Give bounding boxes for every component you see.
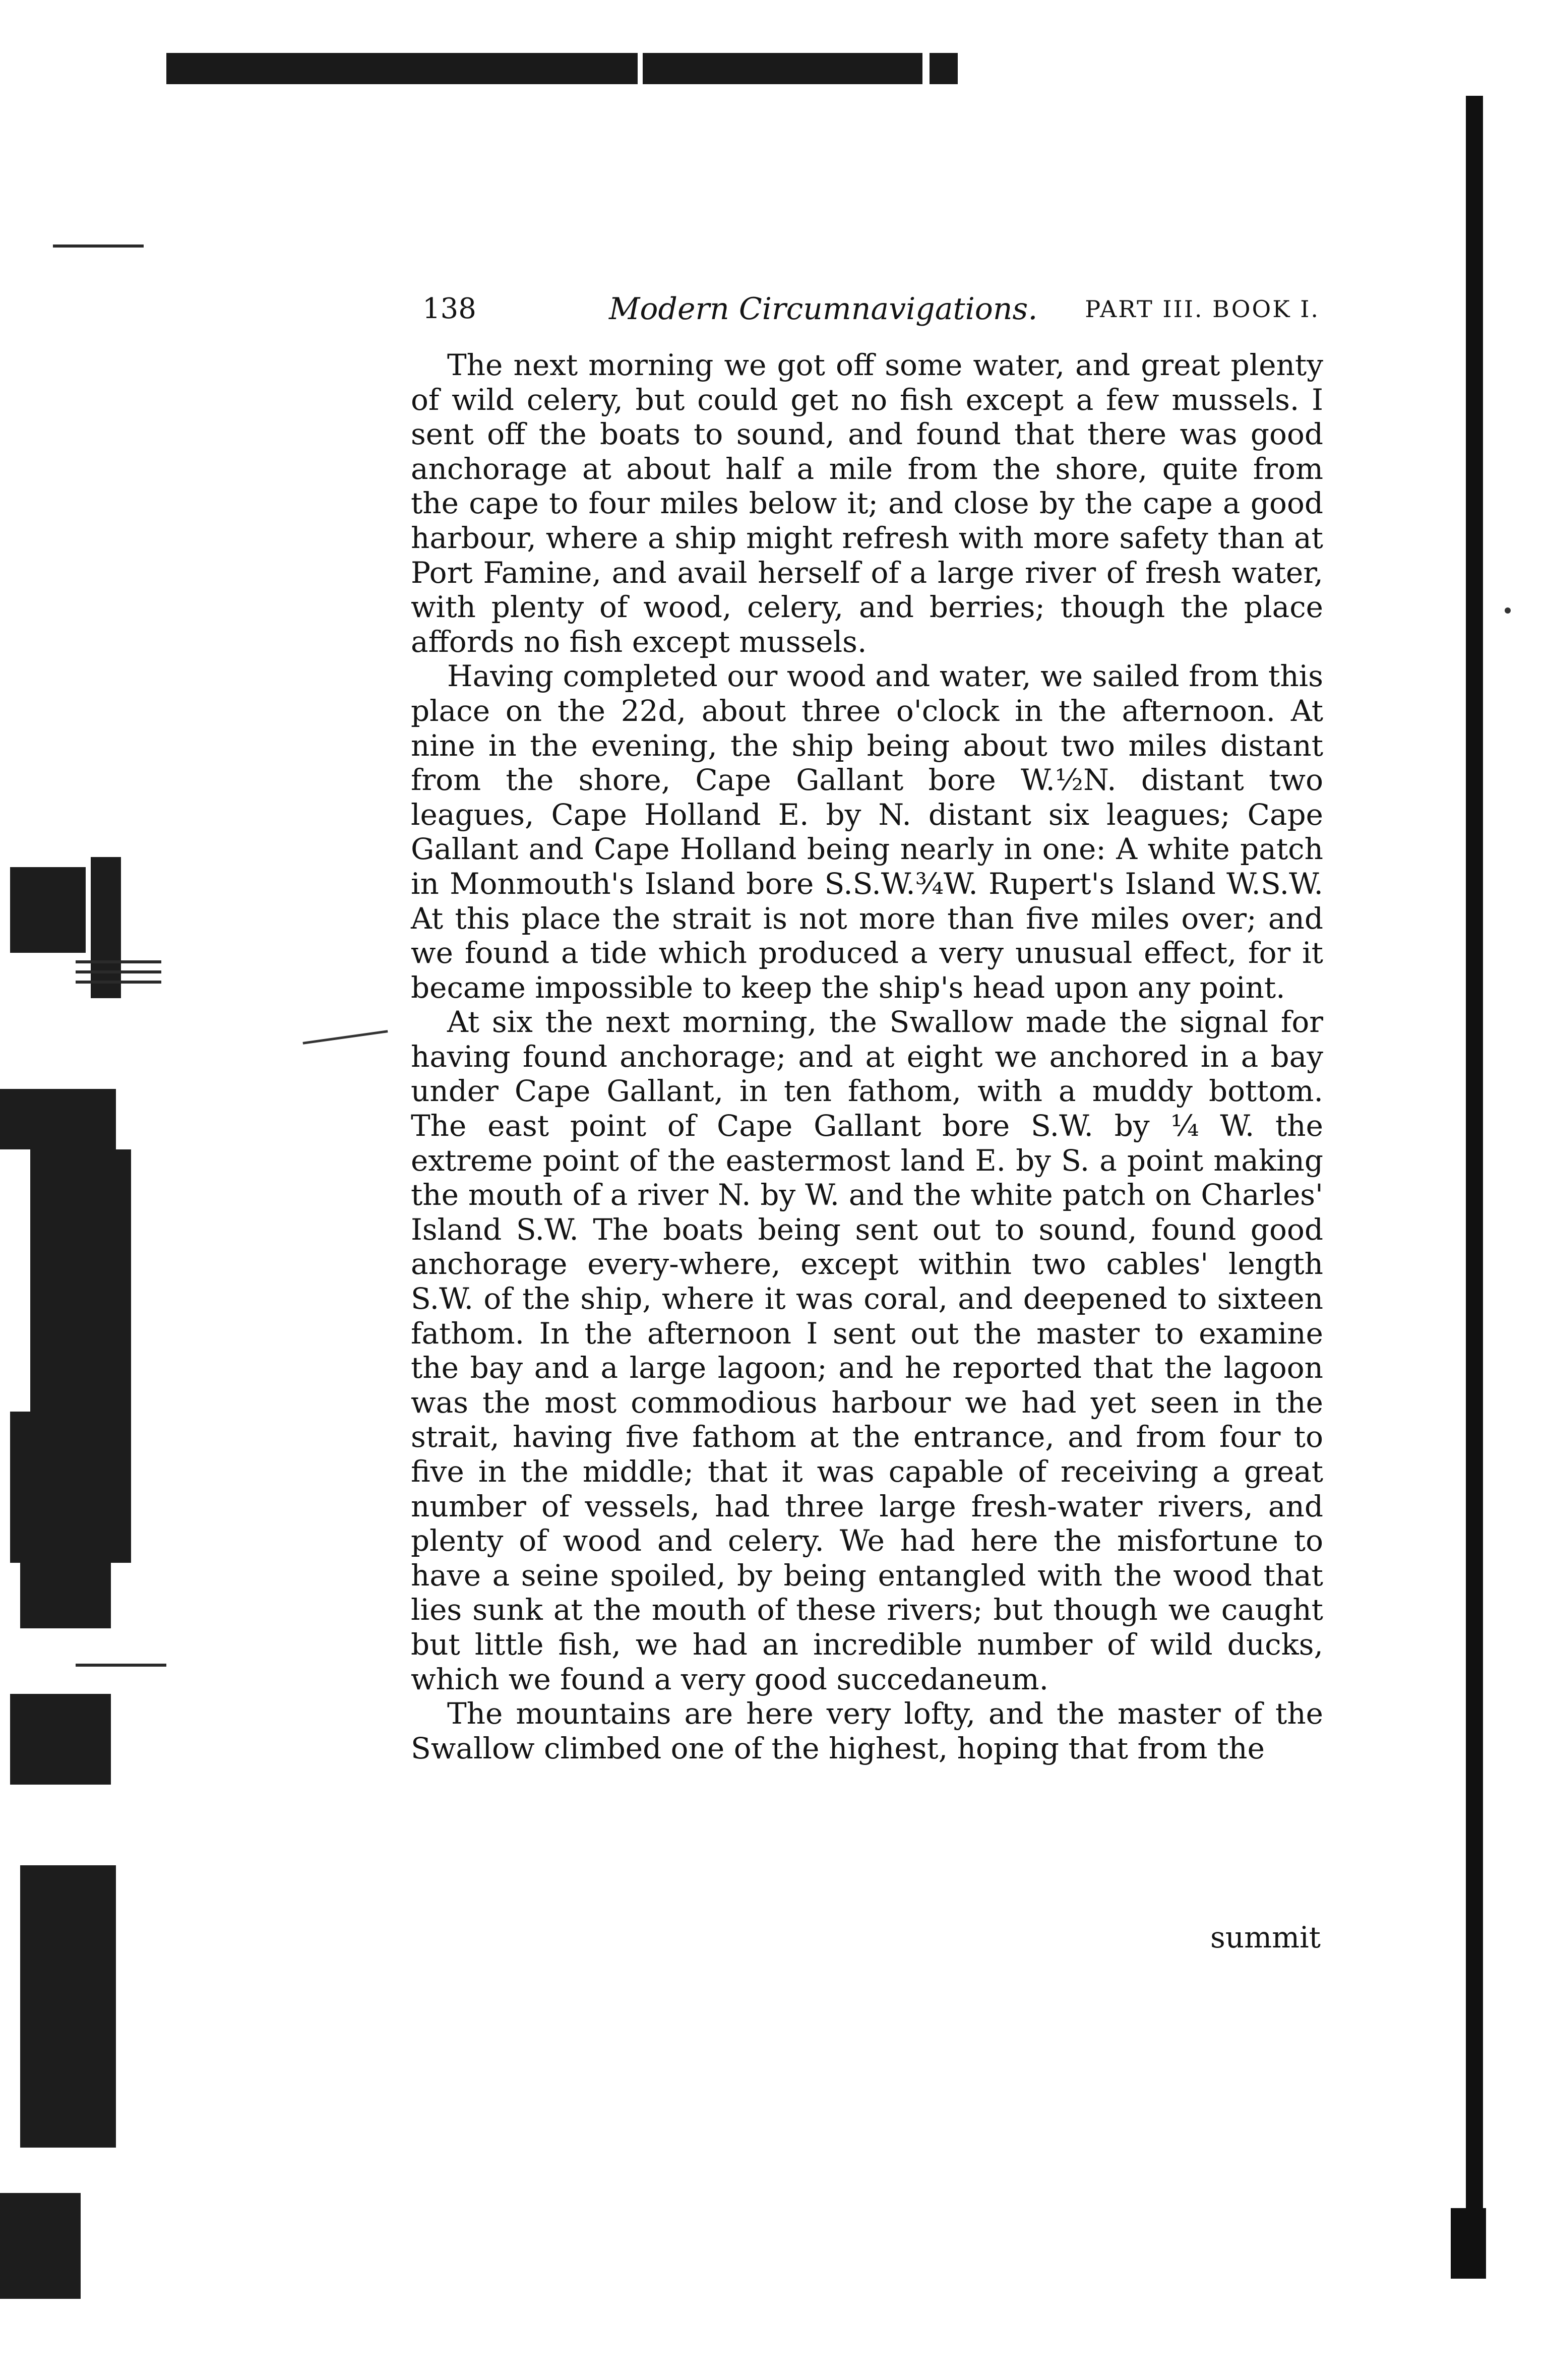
running-header xyxy=(422,286,1320,332)
gutter-block xyxy=(10,1694,111,1785)
running-title: Modern Circumnavigations. xyxy=(609,291,1038,327)
paragraph: Having completed our wood and water, we sailed from this place on the 22d, about three o'clock in the afternoon. At nine in the evening, the ship being about two miles distant from the shore, Cape Gallant bore W.½N. distant two leagues, Cape Holland E. by N. distant six leagues; Cape Gallant and Cape Holland being nearly in one: A white patch in Monmouth's Island bore S.S.W.¾W. Rupert's Island W.S.W. At this place the strait is not more than five miles over; and we found a tide which produced a very unusual effect, for it became impossible to keep the ship's head upon any point. xyxy=(411,659,1323,1005)
paragraph: The mountains are here very lofty, and the master of the Swallow climbed one of the highest, hoping that from the xyxy=(411,1696,1323,1765)
scan-top-bar-gap xyxy=(638,53,643,84)
scan-top-bar xyxy=(166,53,973,84)
gutter-line xyxy=(76,1664,166,1667)
gutter-block xyxy=(91,857,121,998)
scan-right-edge xyxy=(1466,96,1483,2269)
gutter-block xyxy=(20,1865,116,2148)
body-text xyxy=(411,348,1323,1765)
gutter-line xyxy=(53,245,144,248)
gutter-block xyxy=(0,2193,81,2299)
catchword: summit xyxy=(1210,1920,1321,1955)
scan-right-edge-foot xyxy=(1451,2208,1486,2279)
gutter-block xyxy=(0,1089,116,1149)
gutter-block xyxy=(10,1412,131,1563)
margin-stroke xyxy=(302,1030,388,1045)
margin-dot xyxy=(1505,607,1511,614)
part-label: PART III. BOOK I. xyxy=(1085,295,1320,323)
gutter-block xyxy=(30,1149,131,1412)
scan-top-bar-gap xyxy=(958,53,973,84)
scan-top-bar-gap xyxy=(922,53,930,84)
gutter-line xyxy=(76,960,161,963)
gutter-line xyxy=(76,981,161,984)
scan-left-gutter xyxy=(0,0,166,2380)
gutter-line xyxy=(76,970,161,973)
gutter-block xyxy=(10,867,86,953)
gutter-block xyxy=(20,1563,111,1628)
paragraph: The next morning we got off some water, and great plenty of wild celery, but could get no fish except a few mussels. I sent off the boats to sound, and found that there was good anchorage at about half a mile from the shore, quite from the cape to four miles below it; and close by the cape a good harbour, where a ship might refresh with more safety than at Port Famine, and avail herself of a large river of fresh water, with plenty of wood, celery, and berries; though the place affords no fish except mussels. xyxy=(411,348,1323,659)
page-number: 138 xyxy=(422,292,476,325)
paragraph: At six the next morning, the Swallow made the signal for having found anchorage; and at eight we anchored in a bay under Cape Gallant, in ten fathom, with a muddy bottom. The east point of Cape Gallant bore S.W. by ¼ W. the extreme point of the eastermost land E. by S. a point making the mouth of a river N. by W. and the white patch on Charles' Island S.W. The boats being sent out to sound, found good anchorage every-where, except within two cables' length S.W. of the ship, where it was coral, and deepened to sixteen fathom. In the afternoon I sent out the master to examine the bay and a large lagoon; and he reported that the lagoon was the most commodious harbour we had yet seen in the strait, having five fathom at the entrance, and from four to five in the middle; that it was capable of receiving a great number of vessels, had three large fresh-water rivers, and plenty of wood and celery. We had here the misfortune to have a seine spoiled, by being entangled with the wood that lies sunk at the mouth of these rivers; but though we caught but little fish, we had an incredible number of wild ducks, which we found a very good succedaneum. xyxy=(411,1005,1323,1696)
